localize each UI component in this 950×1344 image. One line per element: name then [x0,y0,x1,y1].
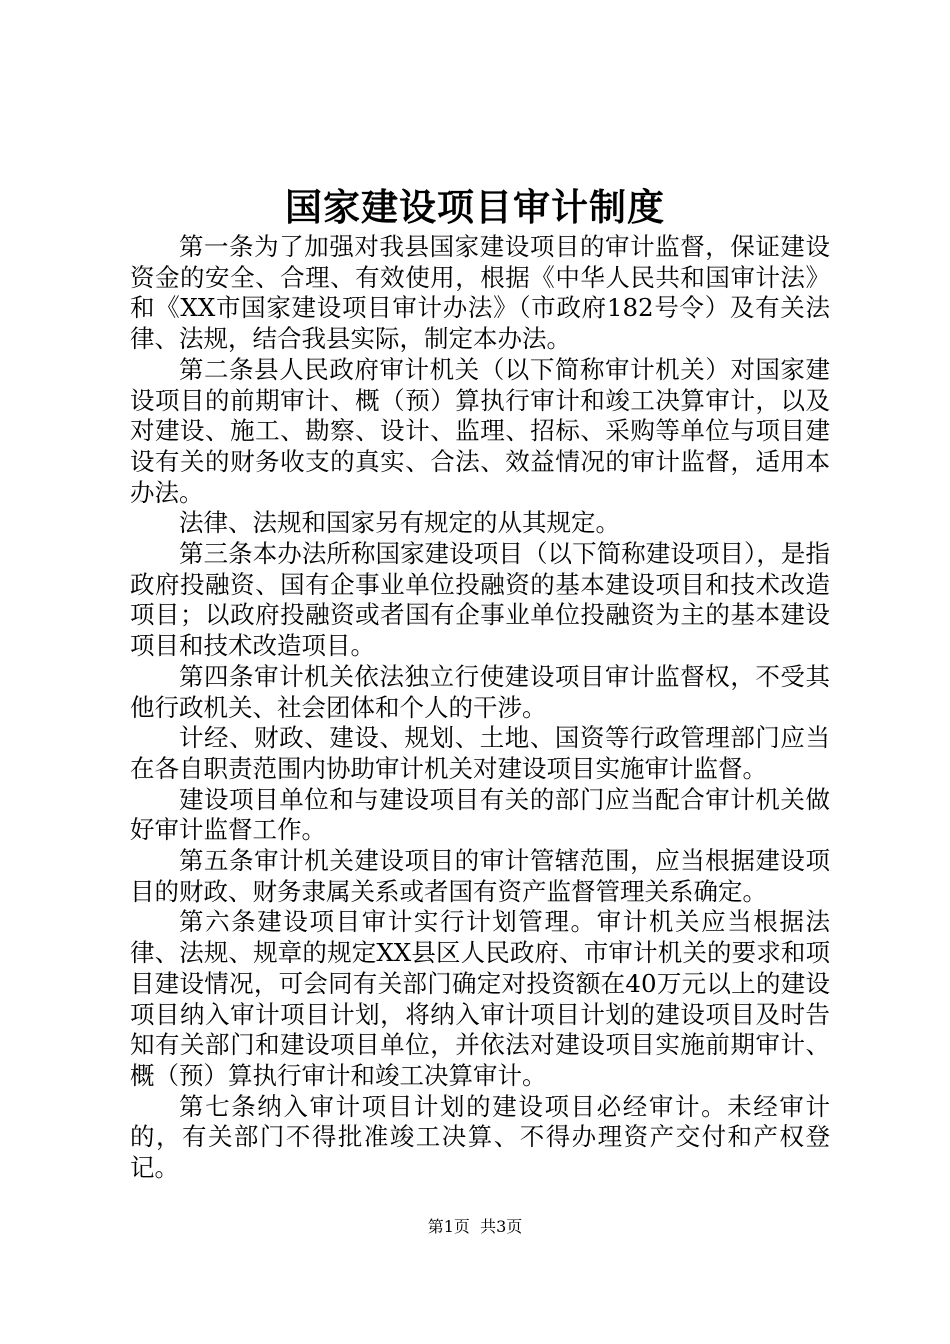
paragraph-article-2: 第二条县人民政府审计机关（以下简称审计机关）对国家建设项目的前期审计、概（预）算执行审计和竣工决算审计，以及对建设、施工、勘察、设计、监理、招标、采购等单位与项目建设有关的财务收支的真实、合法、效益情况的审计监督，适用本办法。 [130,354,830,507]
paragraph-article-7: 第七条纳入审计项目计划的建设项目必经审计。未经审计的，有关部门不得批准竣工决算、不得办理资产交付和产权登记。 [130,1091,830,1183]
document-title: 国家建设项目审计制度 [285,185,665,229]
paragraph-article-3: 第三条本办法所称国家建设项目（以下简称建设项目），是指政府投融资、国有企事业单位投融资的基本建设项目和技术改造项目；以政府投融资或者国有企事业单位投融资为主的基本建设项目和技术改造项目。 [130,539,830,661]
paragraph-article-5: 第五条审计机关建设项目的审计管辖范围，应当根据建设项目的财政、财务隶属关系或者国有资产监督管理关系确定。 [130,846,830,906]
paragraph-article-4: 第四条审计机关依法独立行使建设项目审计监督权，不受其他行政机关、社会团体和个人的干涉。 [130,661,830,722]
page-number: 第1页 [427,1217,470,1236]
page-total: 共3页 [480,1217,523,1236]
paragraph-article-1: 第一条为了加强对我县国家建设项目的审计监督，保证建设资金的安全、合理、有效使用，根据《中华人民共和国审计法》和《XX市国家建设项目审计办法》（市政府182号令）及有关法律、法规，结合我县实际，制定本办法。 [130,232,830,354]
document-body [130,232,830,1184]
paragraph-article-4-departments: 计经、财政、建设、规划、土地、国资等行政管理部门应当在各自职责范围内协助审计机关对建设项目实施审计监督。 [130,723,830,783]
page-footer [0,1216,950,1238]
paragraph-article-4-cooperation: 建设项目单位和与建设项目有关的部门应当配合审计机关做好审计监督工作。 [130,784,830,845]
paragraph-article-2-note: 法律、法规和国家另有规定的从其规定。 [179,508,620,538]
paragraph-article-6: 第六条建设项目审计实行计划管理。审计机关应当根据法律、法规、规章的规定XX县区人民政府、市审计机关的要求和项目建设情况，可会同有关部门确定对投资额在40万元以上的建设项目纳入审计项目计划，将纳入审计项目计划的建设项目及时告知有关部门和建设项目单位，并依法对建设项目实施前期审计、概（预）算执行审计和竣工决算审计。 [130,907,830,1090]
